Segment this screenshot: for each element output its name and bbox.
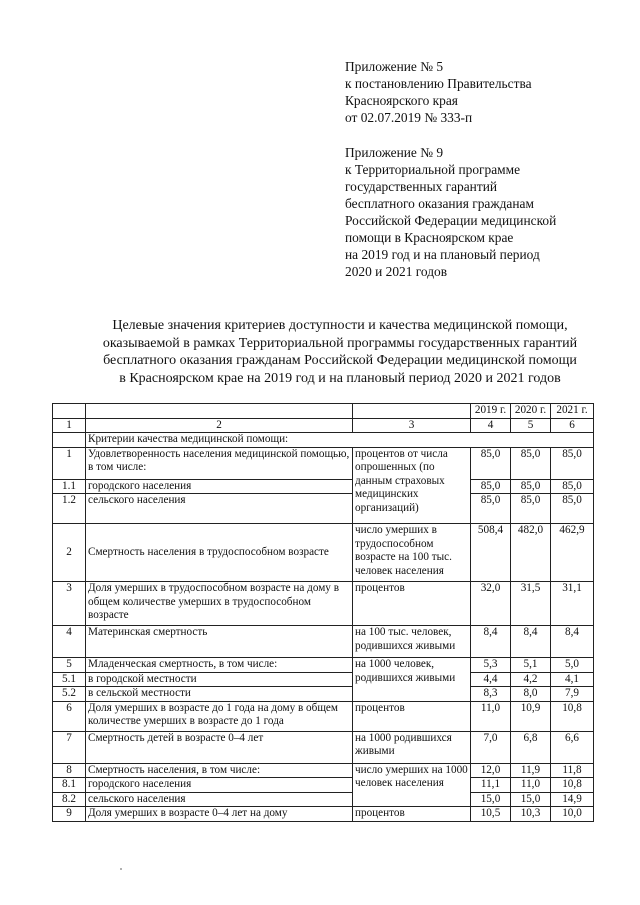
criterion-name: городского населения [86,778,353,793]
year-2019: 2019 г. [471,404,511,419]
table-row [53,778,594,793]
value-2019: 508,4 [471,524,511,582]
row-number: 6 [53,701,86,731]
criterion-unit: процентов [353,701,471,731]
value-2019: 15,0 [471,792,511,807]
criterion-name: Смертность детей в возрасте 0–4 лет [86,731,353,763]
table-row [53,792,594,807]
value-2019: 32,0 [471,582,511,626]
criterion-unit: на 100 тыс. человек, родившихся живыми [353,626,471,658]
criterion-name: Доля умерших в возрасте до 1 года на дому в общем количестве умерших в возрасте до 1 года [86,701,353,731]
value-2021: 11,8 [551,763,594,778]
value-2019: 11,0 [471,701,511,731]
value-2020: 10,9 [511,701,551,731]
value-2019: 11,1 [471,778,511,793]
value-2021: 85,0 [551,479,594,494]
criterion-name: Удовлетворенность населения медицинской помощью, в том числе: [86,447,353,479]
criterion-unit: процентов от числа опрошенных (по данным страховых медицинских организаций) [353,447,471,524]
title-line: бесплатного оказания гражданам Российской Федерации медицинской помощи [103,353,577,368]
value-2020: 11,9 [511,763,551,778]
annex-line: Приложение № 5 [345,59,444,74]
col-number: 1 [53,418,86,433]
annex-line: к постановлению Правительства [345,76,532,91]
value-2020: 482,0 [511,524,551,582]
value-2021: 31,1 [551,582,594,626]
value-2019: 4,4 [471,672,511,687]
value-2020: 8,4 [511,626,551,658]
value-2019: 5,3 [471,658,511,673]
criterion-unit: процентов [353,582,471,626]
header-blank [353,404,471,419]
value-2021: 10,8 [551,778,594,793]
value-2020: 6,8 [511,731,551,763]
year-2020: 2020 г. [511,404,551,419]
annex-line: Красноярского края [345,93,458,108]
value-2020: 85,0 [511,447,551,479]
table-row [53,731,594,763]
value-2020: 5,1 [511,658,551,673]
criterion-name: Младенческая смертность, в том числе: [86,658,353,673]
value-2020: 15,0 [511,792,551,807]
criterion-name: Смертность населения, в том числе: [86,763,353,778]
value-2021: 85,0 [551,447,594,479]
value-2021: 4,1 [551,672,594,687]
col-number: 4 [471,418,511,433]
value-2021: 6,6 [551,731,594,763]
row-number: 8.2 [53,792,86,807]
row-number: 8.1 [53,778,86,793]
row-number: 5.2 [53,687,86,702]
table-row [53,807,594,822]
row-number: 3 [53,582,86,626]
value-2019: 85,0 [471,447,511,479]
table-row [53,494,594,524]
header-blank [86,404,353,419]
col-number: 5 [511,418,551,433]
annex-line: Российской Федерации медицинской [345,213,557,228]
value-2019: 85,0 [471,494,511,524]
section-title: Критерии качества медицинской помощи: [86,433,594,448]
value-2021: 14,9 [551,792,594,807]
criterion-name: Доля умерших в возрасте 0–4 лет на дому [86,807,353,822]
annex-line: государственных гарантий [345,179,498,194]
value-2020: 31,5 [511,582,551,626]
criterion-name: сельского населения [86,494,353,524]
value-2019: 12,0 [471,763,511,778]
row-number: 5 [53,658,86,673]
row-number: 2 [53,524,86,582]
value-2020: 85,0 [511,494,551,524]
title-line: Целевые значения критериев доступности и качества медицинской помощи, [112,318,568,333]
header-blank [53,404,86,419]
criteria-table [52,403,594,822]
value-2019: 85,0 [471,479,511,494]
annex-line: на 2019 год и на плановый период [345,247,540,262]
document-title [40,317,640,387]
criterion-unit: число умерших на 1000 человек населения [353,763,471,807]
value-2021: 5,0 [551,658,594,673]
value-2019: 8,3 [471,687,511,702]
annex-line: Приложение № 9 [345,145,444,160]
table-row [53,479,594,494]
annex-line: к Территориальной программе [345,162,521,177]
value-2021: 462,9 [551,524,594,582]
value-2020: 4,2 [511,672,551,687]
col-number: 3 [353,418,471,433]
row-number: 4 [53,626,86,658]
table-row [53,626,594,658]
criterion-unit: на 1000 родившихся живыми [353,731,471,763]
annex-5-header [345,58,532,126]
scan-speck [120,868,122,870]
value-2020: 11,0 [511,778,551,793]
criterion-unit: число умерших в трудоспособном возрасте на 100 тыс. человек населения [353,524,471,582]
value-2021: 85,0 [551,494,594,524]
table-row [53,763,594,778]
value-2020: 85,0 [511,479,551,494]
criterion-name: Материнская смертность [86,626,353,658]
table-row [53,658,594,673]
row-number: 1.1 [53,479,86,494]
criterion-name: Доля умерших в трудоспособном возрасте на дому в общем количестве умерших в трудоспособном возрасте [86,582,353,626]
row-number: 5.1 [53,672,86,687]
value-2019: 7,0 [471,731,511,763]
annex-line: от 02.07.2019 № 333-п [345,110,473,125]
table-row [53,524,594,582]
criterion-unit: процентов [353,807,471,822]
criterion-unit: на 1000 человек, родившихся живыми [353,658,471,702]
criterion-name: сельского населения [86,792,353,807]
year-2021: 2021 г. [551,404,594,419]
row-number: 7 [53,731,86,763]
table-row [53,582,594,626]
criterion-name: городского населения [86,479,353,494]
row-number: 1 [53,447,86,479]
table-row [53,447,594,479]
row-number: 1.2 [53,494,86,524]
table-row [53,672,594,687]
year-header-row [53,404,594,419]
value-2021: 7,9 [551,687,594,702]
row-number: 8 [53,763,86,778]
value-2019: 8,4 [471,626,511,658]
value-2019: 10,5 [471,807,511,822]
value-2020: 8,0 [511,687,551,702]
value-2021: 8,4 [551,626,594,658]
criterion-name: в сельской местности [86,687,353,702]
title-line: в Красноярском крае на 2019 год и на плановый период 2020 и 2021 годов [119,370,561,386]
annex-line: 2020 и 2021 годов [345,264,448,279]
section-blank [53,433,86,448]
value-2021: 10,8 [551,701,594,731]
table-row [53,687,594,702]
value-2021: 10,0 [551,807,594,822]
col-number: 6 [551,418,594,433]
column-number-row [53,418,594,433]
annex-line: помощи в Красноярском крае [345,230,514,245]
title-line: оказываемой в рамках Территориальной программы государственных гарантий [102,335,578,351]
annex-line: бесплатного оказания гражданам [345,196,534,211]
value-2020: 10,3 [511,807,551,822]
row-number: 9 [53,807,86,822]
criterion-name: Смертность населения в трудоспособном возрасте [86,524,353,582]
col-number: 2 [86,418,353,433]
annex-9-header [345,144,556,280]
criterion-name: в городской местности [86,672,353,687]
section-row [53,433,594,448]
table-row [53,701,594,731]
